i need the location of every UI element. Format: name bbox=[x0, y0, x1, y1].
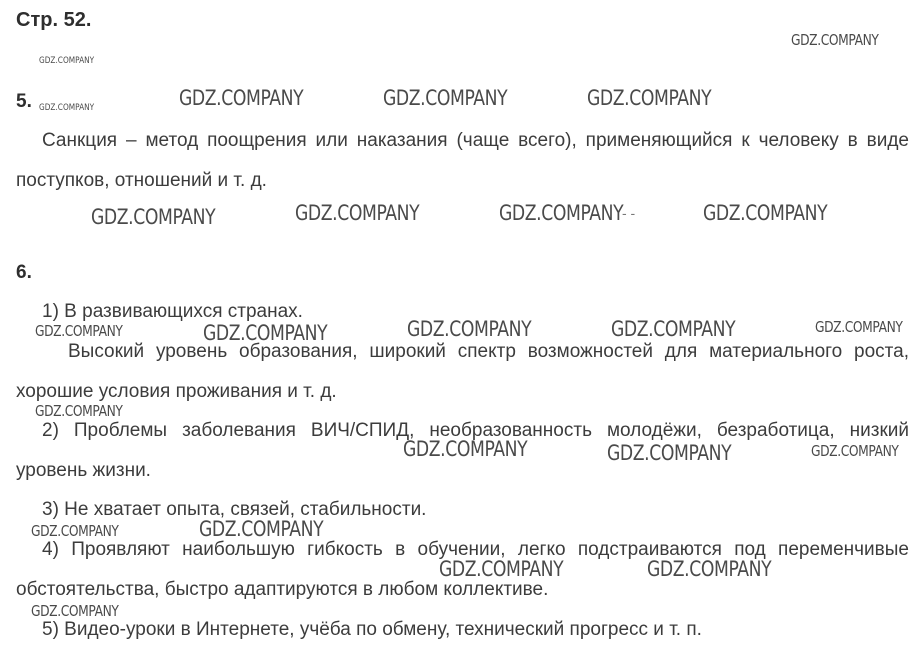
question-6-number: 6. bbox=[16, 262, 32, 283]
watermark: GDZ.COMPANY bbox=[199, 517, 324, 541]
watermark: GDZ.COMPANY bbox=[407, 317, 532, 341]
watermark: GDZ.COMPANY bbox=[35, 322, 123, 340]
watermark: GDZ.COMPANY bbox=[295, 201, 420, 225]
watermark: GDZ.COMPANY bbox=[499, 201, 624, 225]
question-6-item-2-text: 2) Проблемы заболевания ВИЧ/СПИД, необразованность молодёжи, безработица, низкий уровень жизни. bbox=[16, 420, 909, 481]
watermark: GDZ.COMPANY bbox=[39, 103, 95, 113]
watermark: GDZ.COMPANY bbox=[383, 86, 508, 110]
question-6-item-3-text: 3) Не хватает опыта, связей, стабильности. bbox=[42, 499, 427, 520]
watermark: GDZ.COMPANY bbox=[611, 317, 736, 341]
watermark: GDZ.COMPANY bbox=[439, 557, 564, 581]
question-6-item-4-text: 4) Проявляют наибольшую гибкость в обучении, легко подстраиваются под переменчивые обстоятельства, быстро адаптируются в любом коллективе. bbox=[16, 539, 909, 600]
watermark: GDZ.COMPANY bbox=[31, 602, 119, 620]
watermark: GDZ.COMPANY bbox=[811, 442, 899, 460]
question-5-number: 5. bbox=[16, 91, 32, 112]
question-5-answer: Санкция – метод поощрения или наказания (чаще всего), применяющийся к человеку в виде поступков, отношений и т. д. bbox=[16, 130, 909, 191]
watermark: GDZ.COMPANY bbox=[403, 437, 528, 461]
watermark: GDZ.COMPANY bbox=[35, 402, 123, 420]
question-6-item-5-text: 5) Видео-уроки в Интернете, учёба по обмену, технический прогресс и т. п. bbox=[42, 619, 702, 640]
watermark: GDZ.COMPANY bbox=[31, 522, 119, 540]
question-6-item-1-title: 1) В развивающихся странах. bbox=[42, 301, 303, 322]
watermark: GDZ.COMPANY bbox=[203, 321, 328, 345]
watermark: GDZ.COMPANY bbox=[39, 56, 95, 66]
watermark: GDZ.COMPANY bbox=[703, 201, 828, 225]
watermark: GDZ.COMPANY bbox=[179, 86, 304, 110]
decorative-dashes: - - bbox=[622, 205, 636, 221]
page-title: Стр. 52. bbox=[16, 9, 92, 31]
question-6-item-1-text: Высокий уровень образования, широкий спектр возможностей для материального роста, хорошие условия проживания и т. д. bbox=[16, 341, 909, 402]
watermark: GDZ.COMPANY bbox=[815, 318, 903, 336]
watermark: GDZ.COMPANY bbox=[607, 441, 732, 465]
watermark: GDZ.COMPANY bbox=[91, 205, 216, 229]
watermark: GDZ.COMPANY bbox=[791, 31, 879, 49]
watermark: GDZ.COMPANY bbox=[647, 557, 772, 581]
watermark: GDZ.COMPANY bbox=[587, 86, 712, 110]
